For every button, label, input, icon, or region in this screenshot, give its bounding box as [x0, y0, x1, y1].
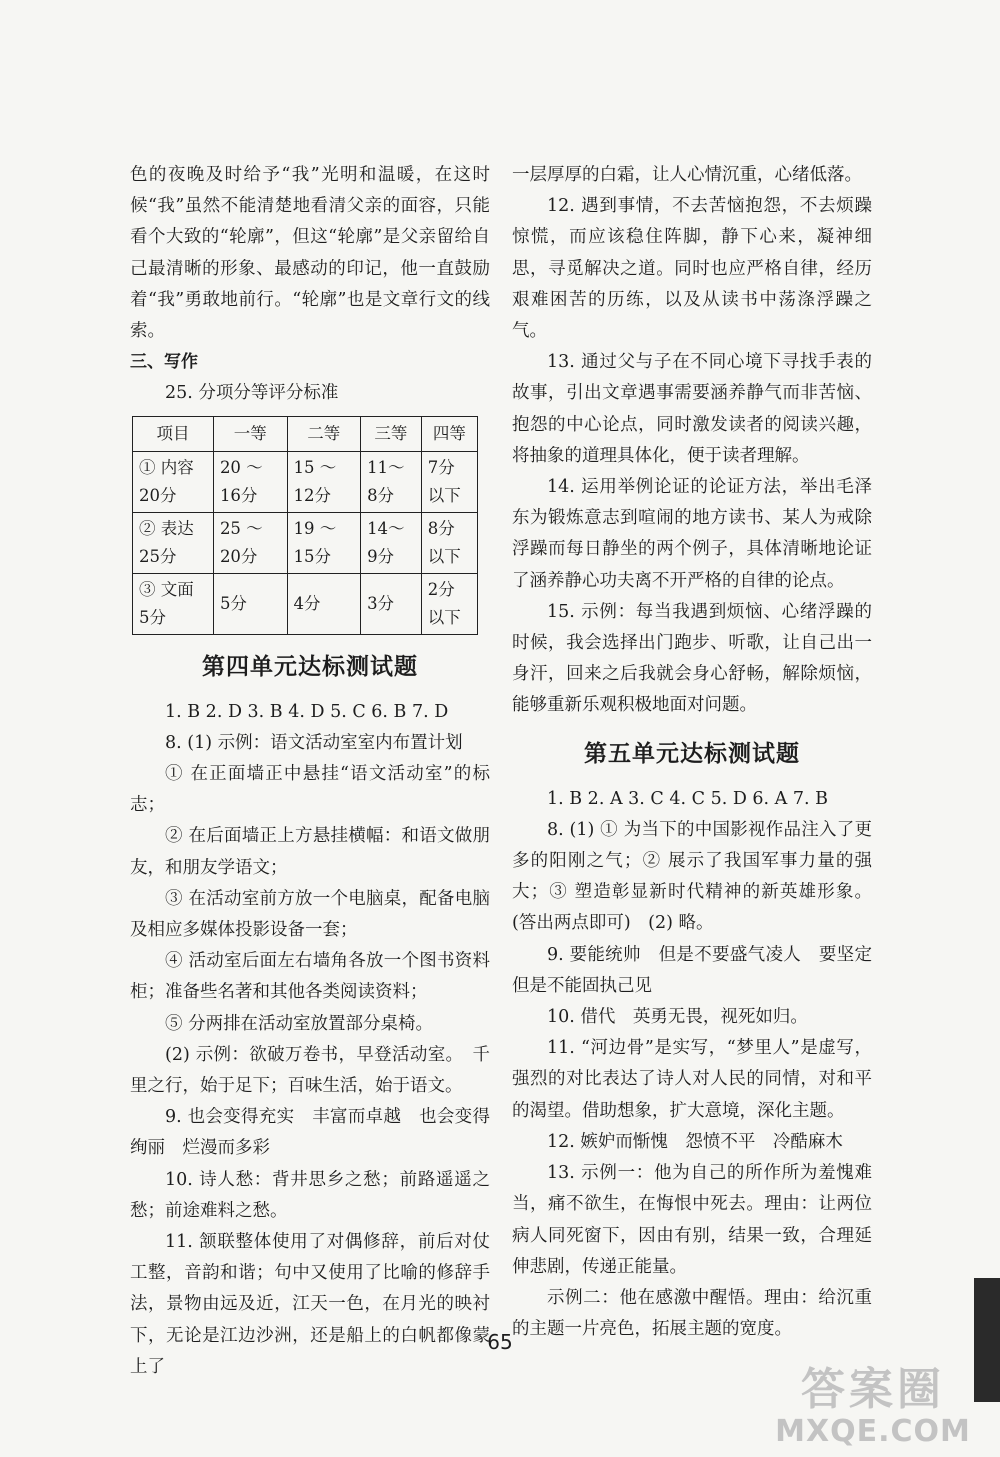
- answer-13-example-2: 示例二：他在感激中醒悟。理由：给沉重的主题一片亮色，拓展主题的宽度。: [512, 1287, 872, 1340]
- answer-11: 11. 颔联整体使用了对偶修辞，前后对仗工整，音韵和谐；句中又使用了比喻的修辞手法，景物由远及近，江天一色，在月光的映衬下，无论是江边沙洲，还是船上的白帆都像蒙上了: [130, 1232, 490, 1377]
- answer-12: 12. 遇到事情，不去苦恼抱怨，不去烦躁惊慌，而应该稳住阵脚，静下心来，凝神细思，寻觅解决之道。同时也应严格自律，经历艰难困苦的历练，以及从读书中荡涤浮躁之气。: [512, 196, 872, 342]
- table-cell: 7分以下: [421, 451, 477, 512]
- table-header-cell: 三等: [361, 416, 422, 451]
- table-cell: 2分以下: [421, 573, 477, 634]
- answer-13: 13. 示例一：他为自己的所作所为羞愧难当，痛不欲生，在悔恨中死去。理由：让两位病人同死窗下，因由有别，结果一致，合理延伸悲剧，传递正能量。: [512, 1163, 872, 1277]
- watermark-logo: 答案圈: [801, 1364, 945, 1415]
- unit5-title: 第五单元达标测试题: [584, 740, 800, 767]
- answer-8: 8. (1) ① 为当下的中国影视作品注入了更多的阳刚之气；② 展示了我国军事力量的强大；③ 塑造彰显新时代精神的新英雄形象。(答出两点即可) (2) 略。: [512, 819, 872, 934]
- answer-8-2: (2) 示例：欲破万卷书，早登活动室。 千里之行，始于足下；百味生活，始于语文。: [130, 1044, 490, 1097]
- answer-8-item: ④ 活动室后面左右墙角各放一个图书资料柜；准备些名著和其他各类阅读资料；: [130, 951, 490, 1003]
- table-cell: 19 ～ 15分: [287, 512, 361, 573]
- answer-9: 9. 也会变得充实 丰富而卓越 也会变得绚丽 烂漫而多彩: [130, 1107, 490, 1159]
- table-cell: 3分: [361, 573, 422, 634]
- scoring-table: [132, 416, 478, 635]
- watermark: [758, 1365, 988, 1449]
- table-header-row: [133, 416, 478, 451]
- unit4-title: 第四单元达标测试题: [202, 653, 418, 680]
- answer-10: 10. 诗人愁：背井思乡之愁；前路遥遥之愁；前途难料之愁。: [130, 1169, 490, 1221]
- answer-8-item: ① 在正面墙正中悬挂“语文活动室”的标志；: [130, 764, 490, 816]
- table-cell: 4分: [287, 573, 361, 634]
- table-cell: 20 ～ 16分: [213, 451, 287, 512]
- continued-paragraph: 色的夜晚及时给予“我”光明和温暖，在这时候“我”虽然不能清楚地看清父亲的面容，只能看个大致的“轮廓”，但这“轮廓”是父亲留给自己最清晰的形象、最感动的印记，他一直鼓励着“我”勇敢地前行。“轮廓”也是文章行文的线索。: [130, 165, 490, 342]
- answer-25: 25. 分项分等评分标准: [165, 383, 339, 404]
- table-header-cell: 一等: [213, 416, 287, 451]
- answer-13: 13. 通过父与子在不同心境下寻找手表的故事，引出文章遇事需要涵养静气而非苦恼、抱怨的中心论点，同时激发读者的阅读兴趣，将抽象的道理具体化，便于读者理解。: [512, 352, 872, 466]
- answer-1-7: 1. B 2. A 3. C 4. C 5. D 6. A 7. B: [547, 788, 828, 809]
- table-row: [133, 512, 478, 573]
- table-cell: 25 ～ 20分: [213, 512, 287, 573]
- watermark-domain: MXQE.COM: [775, 1414, 971, 1449]
- right-column: [512, 160, 890, 1345]
- table-header-cell: 四等: [421, 416, 477, 451]
- answer-8-item: ⑤ 分两排在活动室放置部分桌椅。: [165, 1013, 434, 1034]
- table-cell: 15 ～ 12分: [287, 451, 361, 512]
- table-cell: 14～9分: [361, 512, 422, 573]
- answer-1-7: 1. B 2. D 3. B 4. D 5. C 6. B 7. D: [165, 701, 449, 722]
- answer-11: 11. “河边骨”是实写，“梦里人”是虚写，强烈的对比表达了诗人对人民的同情，对和平的渴望。借助想象，扩大意境，深化主题。: [512, 1038, 872, 1121]
- table-row: [133, 573, 478, 634]
- left-column: [130, 160, 490, 1383]
- answer-9: 9. 要能统帅 但是不要盛气凌人 要坚定 但是不能固执己见: [512, 944, 890, 996]
- table-header-cell: 项目: [133, 416, 214, 451]
- section-heading-writing: 三、写作: [130, 352, 198, 373]
- table-row: [133, 451, 478, 512]
- answer-15: 15. 示例：每当我遇到烦恼、心绪浮躁的时候，我会选择出门跑步、听歌，让自己出一身汗，回来之后我就会身心舒畅，解除烦恼，能够重新乐观积极地面对问题。: [512, 601, 872, 716]
- answer-8-1: 8. (1) 示例：语文活动室室内布置计划: [165, 732, 463, 753]
- continued-paragraph: 一层厚厚的白霜，让人心情沉重，心绪低落。: [512, 165, 862, 185]
- table-cell: ③ 文面 5分: [133, 573, 214, 634]
- answer-14: 14. 运用举例论证的论证方法，举出毛泽东为锻炼意志到喧闹的地方读书、某人为戒除浮躁而每日静坐的两个例子，具体清晰地论证了涵养静心功夫离不开严格的自律的论点。: [512, 477, 872, 591]
- answer-8-item: ② 在后面墙正上方悬挂横幅：和语文做朋友，和朋友学语文；: [130, 826, 490, 878]
- table-header-cell: 二等: [287, 416, 361, 451]
- table-cell: 11～8分: [361, 451, 422, 512]
- answer-12: 12. 嫉妒而惭愧 怨愤不平 冷酷麻木: [547, 1131, 843, 1152]
- table-cell: ① 内容 20分: [133, 451, 214, 512]
- answer-10: 10. 借代 英勇无畏，视死如归。: [547, 1007, 808, 1028]
- table-cell: 5分: [213, 573, 287, 634]
- table-cell: 8分以下: [421, 512, 477, 573]
- table-cell: ② 表达 25分: [133, 512, 214, 573]
- page-number: 65: [487, 1330, 513, 1354]
- answer-8-item: ③ 在活动室前方放一个电脑桌，配备电脑及相应多媒体投影设备一套；: [130, 888, 490, 941]
